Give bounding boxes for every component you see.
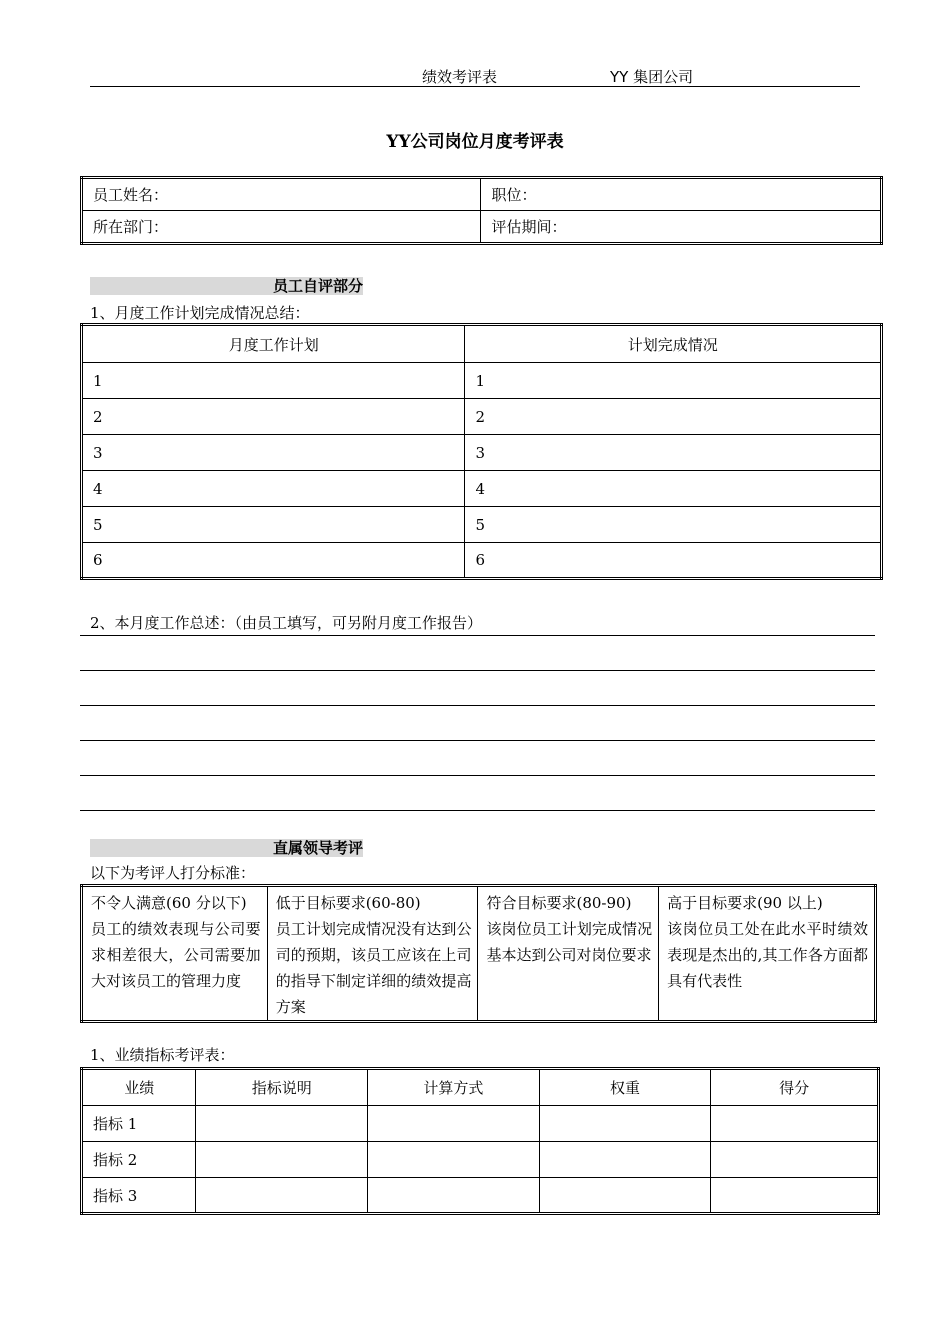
leader-eval-heading: 直属领导考评 bbox=[90, 839, 363, 857]
standard-desc: 该岗位员工计划完成情况基本达到公司对岗位要求 bbox=[486, 920, 653, 964]
kpi-weight-cell[interactable] bbox=[539, 1142, 711, 1178]
kpi-description-cell[interactable] bbox=[196, 1142, 368, 1178]
writing-line[interactable] bbox=[80, 635, 875, 636]
kpi-table bbox=[80, 1067, 880, 1215]
plan-cell[interactable]: 2 bbox=[82, 399, 465, 435]
completion-cell[interactable]: 4 bbox=[465, 471, 882, 507]
kpi-score-cell[interactable] bbox=[711, 1178, 879, 1214]
completion-cell[interactable]: 5 bbox=[465, 507, 882, 543]
completion-cell[interactable]: 6 bbox=[465, 543, 882, 579]
kpi-calculation-cell[interactable] bbox=[368, 1106, 540, 1142]
position-field[interactable]: 职位： bbox=[481, 178, 882, 211]
header-doc-name: 绩效考评表 bbox=[422, 68, 498, 86]
header-company: YY 集团公司 bbox=[610, 68, 694, 86]
page-title: YY公司岗位月度考评表 bbox=[386, 132, 564, 152]
dept-field[interactable]: 所在部门： bbox=[82, 211, 481, 244]
plan-cell[interactable]: 1 bbox=[82, 363, 465, 399]
kpi-weight-cell[interactable] bbox=[539, 1178, 711, 1214]
kpi-header-performance: 业绩 bbox=[82, 1069, 196, 1106]
scoring-intro: 以下为考评人打分标准： bbox=[90, 864, 256, 882]
completion-cell[interactable]: 3 bbox=[465, 435, 882, 471]
standard-exceeds-target bbox=[659, 886, 876, 1022]
writing-line[interactable] bbox=[80, 740, 875, 741]
info-table bbox=[80, 176, 883, 245]
plan-cell[interactable]: 4 bbox=[82, 471, 465, 507]
plan-header: 月度工作计划 bbox=[82, 325, 465, 363]
plan-summary-label: 1、月度工作计划完成情况总结： bbox=[90, 304, 310, 322]
kpi-table-label: 1、业绩指标考评表： bbox=[90, 1046, 235, 1064]
standard-title: 高于目标要求(90 以上) bbox=[667, 894, 823, 912]
kpi-header-score: 得分 bbox=[711, 1069, 879, 1106]
standard-desc: 该岗位员工处在此水平时绩效表现是杰出的,其工作各方面都具有代表性 bbox=[667, 920, 868, 990]
writing-line[interactable] bbox=[80, 810, 875, 811]
standard-unsatisfactory bbox=[82, 886, 268, 1022]
writing-line[interactable] bbox=[80, 775, 875, 776]
kpi-calculation-cell[interactable] bbox=[368, 1178, 540, 1214]
kpi-calculation-cell[interactable] bbox=[368, 1142, 540, 1178]
kpi-score-cell[interactable] bbox=[711, 1106, 879, 1142]
completion-cell[interactable]: 1 bbox=[465, 363, 882, 399]
kpi-weight-cell[interactable] bbox=[539, 1106, 711, 1142]
standard-below-target bbox=[267, 886, 478, 1022]
completion-header: 计划完成情况 bbox=[465, 325, 882, 363]
plan-cell[interactable]: 6 bbox=[82, 543, 465, 579]
scoring-standards-table bbox=[80, 884, 877, 1023]
kpi-row-label: 指标 1 bbox=[82, 1106, 196, 1142]
kpi-description-cell[interactable] bbox=[196, 1178, 368, 1214]
kpi-header-weight: 权重 bbox=[539, 1069, 711, 1106]
kpi-description-cell[interactable] bbox=[196, 1106, 368, 1142]
writing-line[interactable] bbox=[80, 705, 875, 706]
standard-title: 不令人满意(60 分以下) bbox=[91, 894, 247, 912]
period-field[interactable]: 评估期间： bbox=[481, 211, 882, 244]
standard-title: 符合目标要求(80-90) bbox=[486, 894, 632, 912]
kpi-header-description: 指标说明 bbox=[196, 1069, 368, 1106]
name-field[interactable]: 员工姓名： bbox=[82, 178, 481, 211]
standard-meets-target bbox=[478, 886, 659, 1022]
kpi-row-label: 指标 3 bbox=[82, 1178, 196, 1214]
completion-cell[interactable]: 2 bbox=[465, 399, 882, 435]
work-summary-label: 2、本月度工作总述：（由员工填写，可另附月度工作报告） bbox=[90, 614, 483, 632]
kpi-header-calculation: 计算方式 bbox=[368, 1069, 540, 1106]
plan-cell[interactable]: 5 bbox=[82, 507, 465, 543]
standard-desc: 员工计划完成情况没有达到公司的预期，该员工应该在上司的指导下制定详细的绩效提高方案 bbox=[275, 920, 472, 1016]
self-eval-heading: 员工自评部分 bbox=[90, 277, 363, 295]
kpi-score-cell[interactable] bbox=[711, 1142, 879, 1178]
header-rule bbox=[90, 86, 860, 87]
writing-line[interactable] bbox=[80, 670, 875, 671]
standard-title: 低于目标要求(60-80) bbox=[275, 894, 421, 912]
plan-cell[interactable]: 3 bbox=[82, 435, 465, 471]
plan-table bbox=[80, 323, 883, 580]
standard-desc: 员工的绩效表现与公司要求相差很大，公司需要加大对该员工的管理力度 bbox=[91, 920, 261, 990]
kpi-row-label: 指标 2 bbox=[82, 1142, 196, 1178]
